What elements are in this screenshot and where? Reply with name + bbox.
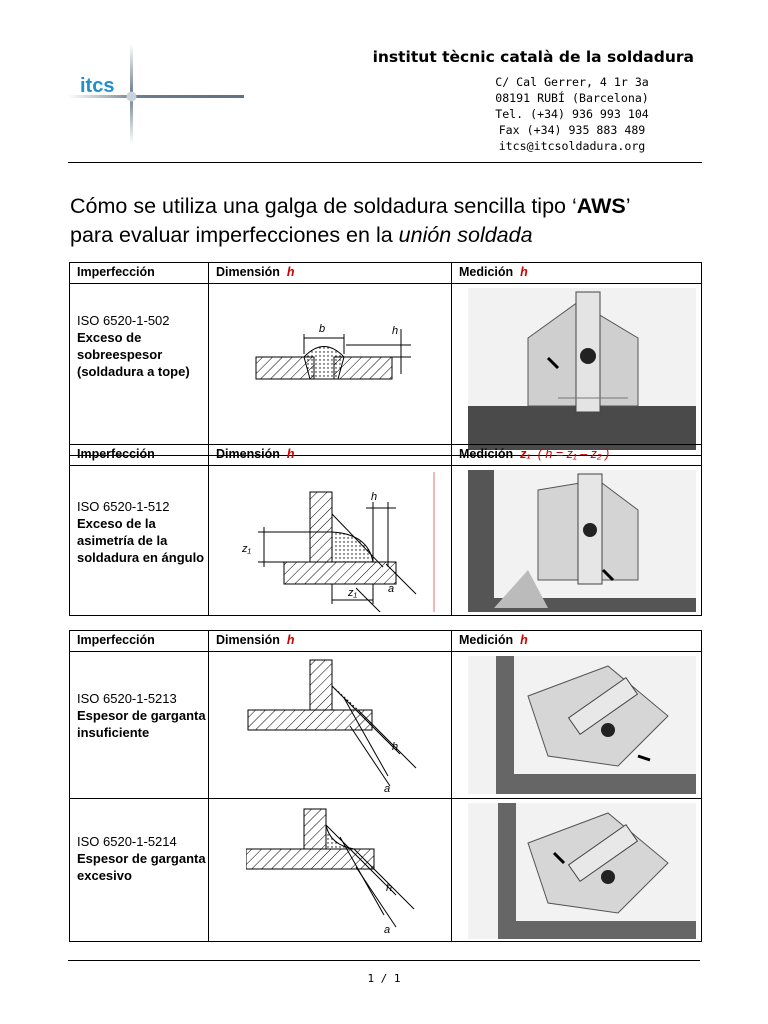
header-imperfeccion: Imperfección [77,447,155,461]
iso-code: ISO 6520-1-502 [77,313,170,328]
header-imperfeccion: Imperfección [77,265,155,279]
title-line2: para evaluar imperfecciones en la [70,223,399,247]
svg-text:h: h [392,741,399,753]
header-medicion [459,265,528,279]
imperfection-name: Espesor de garganta insuficiente [77,708,206,740]
svg-text:h: h [371,491,378,503]
header-medicion-var: h [520,265,528,279]
telephone: Tel. (+34) 936 993 104 [495,107,649,121]
butt-weld-diagram [246,314,416,404]
svg-text:itcs: itcs [80,75,115,97]
header-medicion [459,447,609,461]
svg-text:b: b [319,323,326,335]
svg-text:h: h [386,882,393,894]
table-row [70,284,701,456]
title-italic: unión soldada [398,223,533,247]
header-dimension-var: h [286,633,295,647]
imperfection-cell [77,833,207,884]
gauge-photo [468,803,696,939]
svg-text:z₁: z₁ [348,587,357,599]
imperfection-name: Espesor de garganta excesivo [77,851,206,883]
footer-divider [68,960,700,961]
header-medicion [459,633,528,647]
table-header [70,263,701,284]
table-row [70,466,701,616]
document-title [70,192,710,250]
institution-name: institut tècnic català de la soldadura [372,48,694,66]
table-imperfection-1 [69,262,702,456]
header-medicion-label: Medición [459,447,514,461]
insufficient-throat-diagram [240,656,440,801]
header-dimension-label: Dimensión [216,265,280,279]
table-imperfection-2 [69,444,702,616]
fillet-asymmetry-diagram [238,472,438,617]
header-imperfeccion: Imperfección [77,633,155,647]
iso-code: ISO 6520-1-512 [77,499,170,514]
email-link[interactable]: itcs@itcsoldadura.org [498,139,646,153]
iso-code: ISO 6520-1-5213 [77,691,177,706]
institution-block [300,48,694,154]
header-dimension-label: Dimensión [216,633,280,647]
title-part2: ’ [625,194,631,218]
table-row [70,652,701,799]
address-line: C/ Cal Gerrer, 4 1r 3a [495,75,649,89]
gauge-photo [468,656,696,794]
title-bold: AWS [576,194,626,218]
itcs-logo [68,44,244,146]
fax: Fax (+34) 935 883 489 [498,123,646,137]
imperfection-cell [77,498,207,566]
header-dimension [216,633,295,647]
header-medicion-label: Medición [459,265,514,279]
table-imperfection-3 [69,630,702,942]
header-divider [68,162,702,163]
imperfection-name: Exceso de sobreespesor (soldadura a tope) [77,330,190,379]
table-header [70,631,701,652]
header-dimension [216,265,295,279]
iso-code: ISO 6520-1-5214 [77,834,177,849]
header-dimension-var: h [286,265,295,279]
table-row [70,799,701,943]
imperfection-cell [77,312,207,380]
svg-text:h: h [392,325,399,337]
header-medicion-var: h [520,633,528,647]
gauge-photo [468,470,696,612]
header-medicion-formula: ( h = z₁ – z₂ ) [537,447,610,461]
excessive-throat-diagram [246,805,446,944]
header-dimension [216,447,295,461]
header-dimension-var: h [286,447,295,461]
table-header [70,445,701,466]
header-medicion-label: Medición [459,633,514,647]
header-dimension-label: Dimensión [216,447,280,461]
address-city: 08191 RUBÍ (Barcelona) [495,91,649,105]
imperfection-name: Exceso de la asimetría de la soldadura en ángulo [77,516,205,565]
svg-text:a: a [388,583,395,595]
page-number: 1 / 1 [367,972,401,985]
svg-text:a: a [384,924,391,936]
gauge-photo [468,288,696,450]
title-part1: Cómo se utiliza una galga de soldadura sencilla tipo ‘ [70,194,577,218]
svg-text:a: a [384,783,391,795]
svg-text:z₁: z₁ [242,543,251,555]
header-medicion-var: z₁ [520,447,531,461]
imperfection-cell [77,690,207,741]
